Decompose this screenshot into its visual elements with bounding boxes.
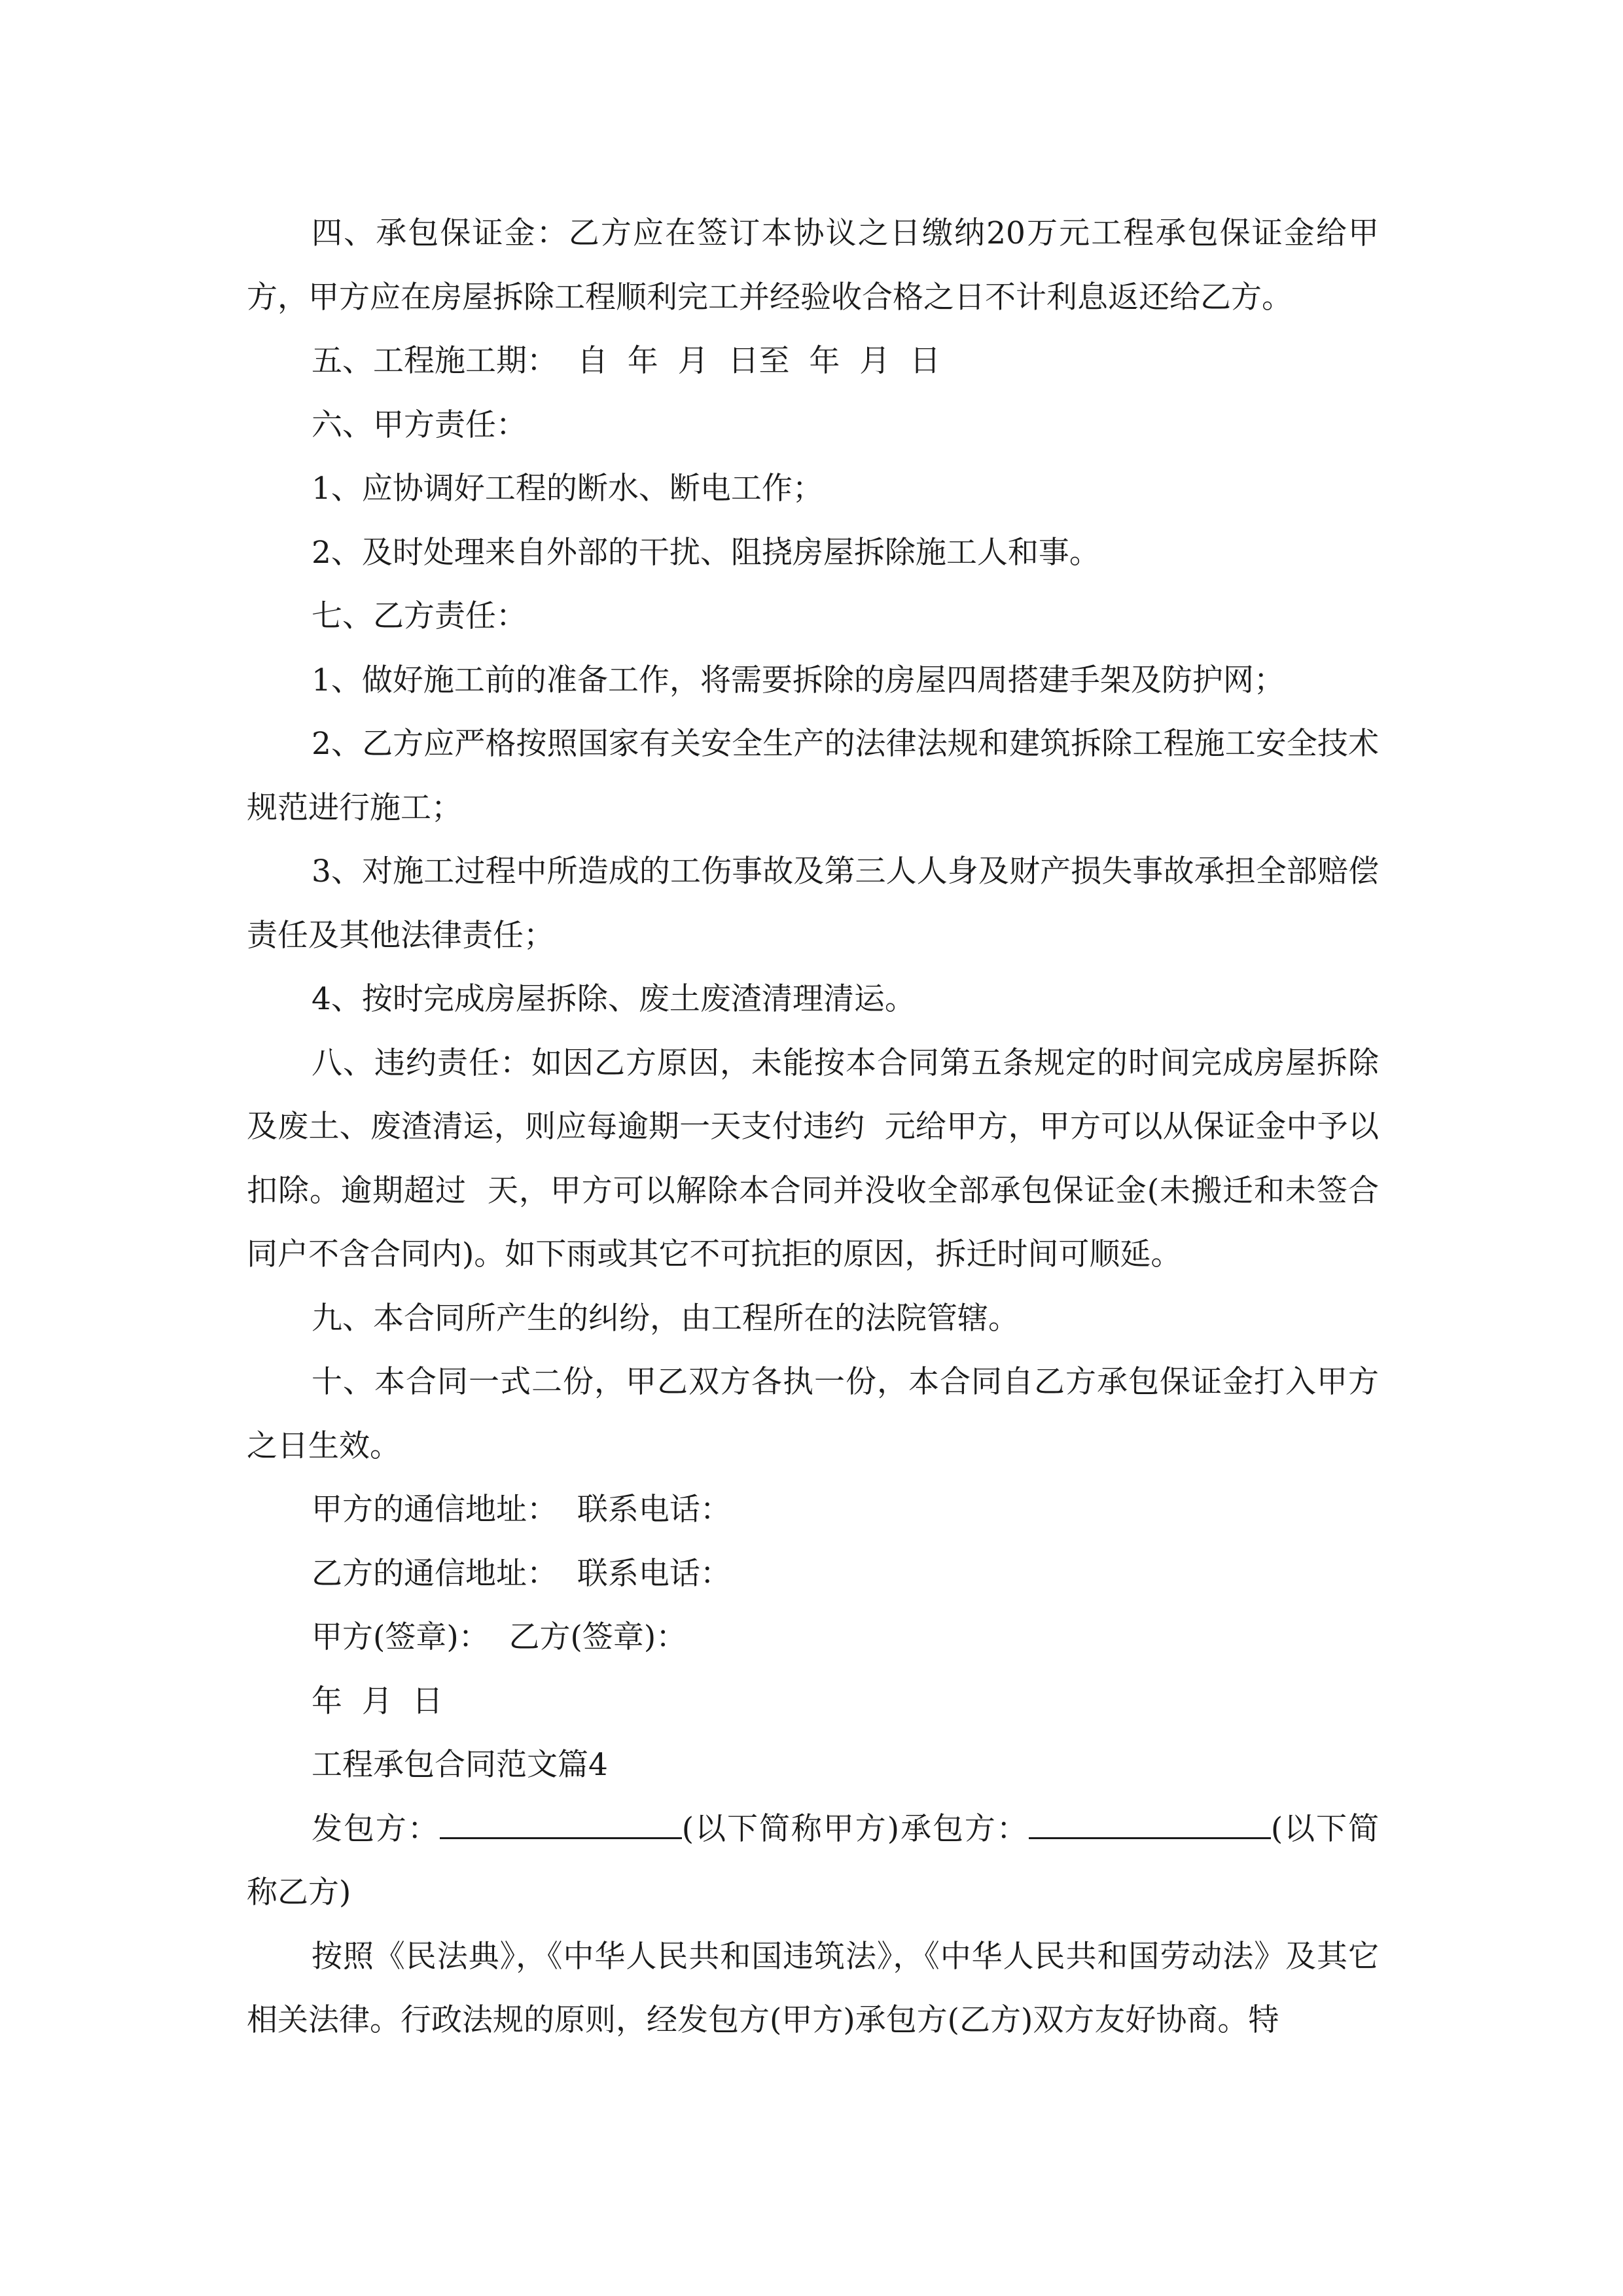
paragraph-breach-liability: 八、违约责任：如因乙方原因，未能按本合同第五条规定的时间完成房屋拆除及废土、废渣清运，则应每逾期一天支付违约 元给甲方，甲方可以从保证金中予以扣除。逾期超过 天，甲方可以解除本合同并没收全部承包保证金(未搬迁和未签合同户不含合同内)。如下雨或其它不可抗拒的原因，拆迁时间可顺延。 [247, 1045, 1379, 1272]
paragraph-party-b-duty-4: 4、按时完成房屋拆除、废土废渣清理清运。 [312, 981, 916, 1017]
paragraph-deposit: 四、承包保证金：乙方应在签订本协议之日缴纳20万元工程承包保证金给甲方，甲方应在房屋拆除工程顺利完工并经验收合格之日不计利息返还给乙方。 [247, 215, 1379, 315]
paragraph-party-b-address: 乙方的通信地址： 联系电话： [312, 1555, 731, 1592]
paragraph-jurisdiction: 九、本合同所产生的纠纷，由工程所在的法院管辖。 [312, 1300, 1019, 1336]
document-body [247, 202, 1379, 2053]
section-title: 工程承包合同范文篇4 [312, 1747, 608, 1783]
employer-suffix: (以下简称甲方)承包方： [681, 1810, 1029, 1847]
employer-label: 发包方： [312, 1810, 440, 1847]
paragraph-party-b-duty-1: 1、做好施工前的准备工作，将需要拆除的房屋四周搭建手架及防护网； [312, 662, 1285, 698]
paragraph-party-a-duty-2: 2、及时处理来自外部的干扰、阻挠房屋拆除施工人和事。 [312, 534, 1100, 571]
paragraph-copies-effective: 十、本合同一式二份，甲乙双方各执一份，本合同自乙方承包保证金打入甲方之日生效。 [247, 1364, 1379, 1464]
contractor-suffix: (以下简称乙方) [247, 1810, 1380, 1910]
employer-blank-line [440, 1811, 682, 1839]
paragraph-party-b-duty-3: 3、对施工过程中所造成的工伤事故及第三人人身及财产损失事故承担全部赔偿责任及其他法律责任； [247, 853, 1379, 954]
paragraph-party-a-duties-heading: 六、甲方责任： [312, 406, 527, 443]
paragraph-party-a-duty-1: 1、应协调好工程的断水、断电工作； [312, 471, 823, 507]
paragraph-party-a-address: 甲方的通信地址： 联系电话： [312, 1492, 731, 1528]
paragraph-party-b-duty-2: 2、乙方应严格按照国家有关安全生产的法律法规和建筑拆除工程施工安全技术规范进行施工； [247, 726, 1379, 826]
paragraph-construction-period: 五、工程施工期： 自 年 月 日至 年 月 日 [312, 343, 941, 379]
paragraph-date: 年 月 日 [312, 1683, 443, 1719]
paragraph-legal-basis: 按照《民法典》，《中华人民共和国违筑法》，《中华人民共和国劳动法》及其它相关法律。行政法规的原则，经发包方(甲方)承包方(乙方)双方友好协商。特 [247, 1938, 1379, 2038]
contractor-blank-line [1029, 1811, 1271, 1839]
paragraph-signatures: 甲方(签章)： 乙方(签章)： [312, 1619, 687, 1655]
paragraph-contract-parties [247, 1797, 1379, 1925]
paragraph-party-b-duties-heading: 七、乙方责任： [312, 598, 527, 634]
